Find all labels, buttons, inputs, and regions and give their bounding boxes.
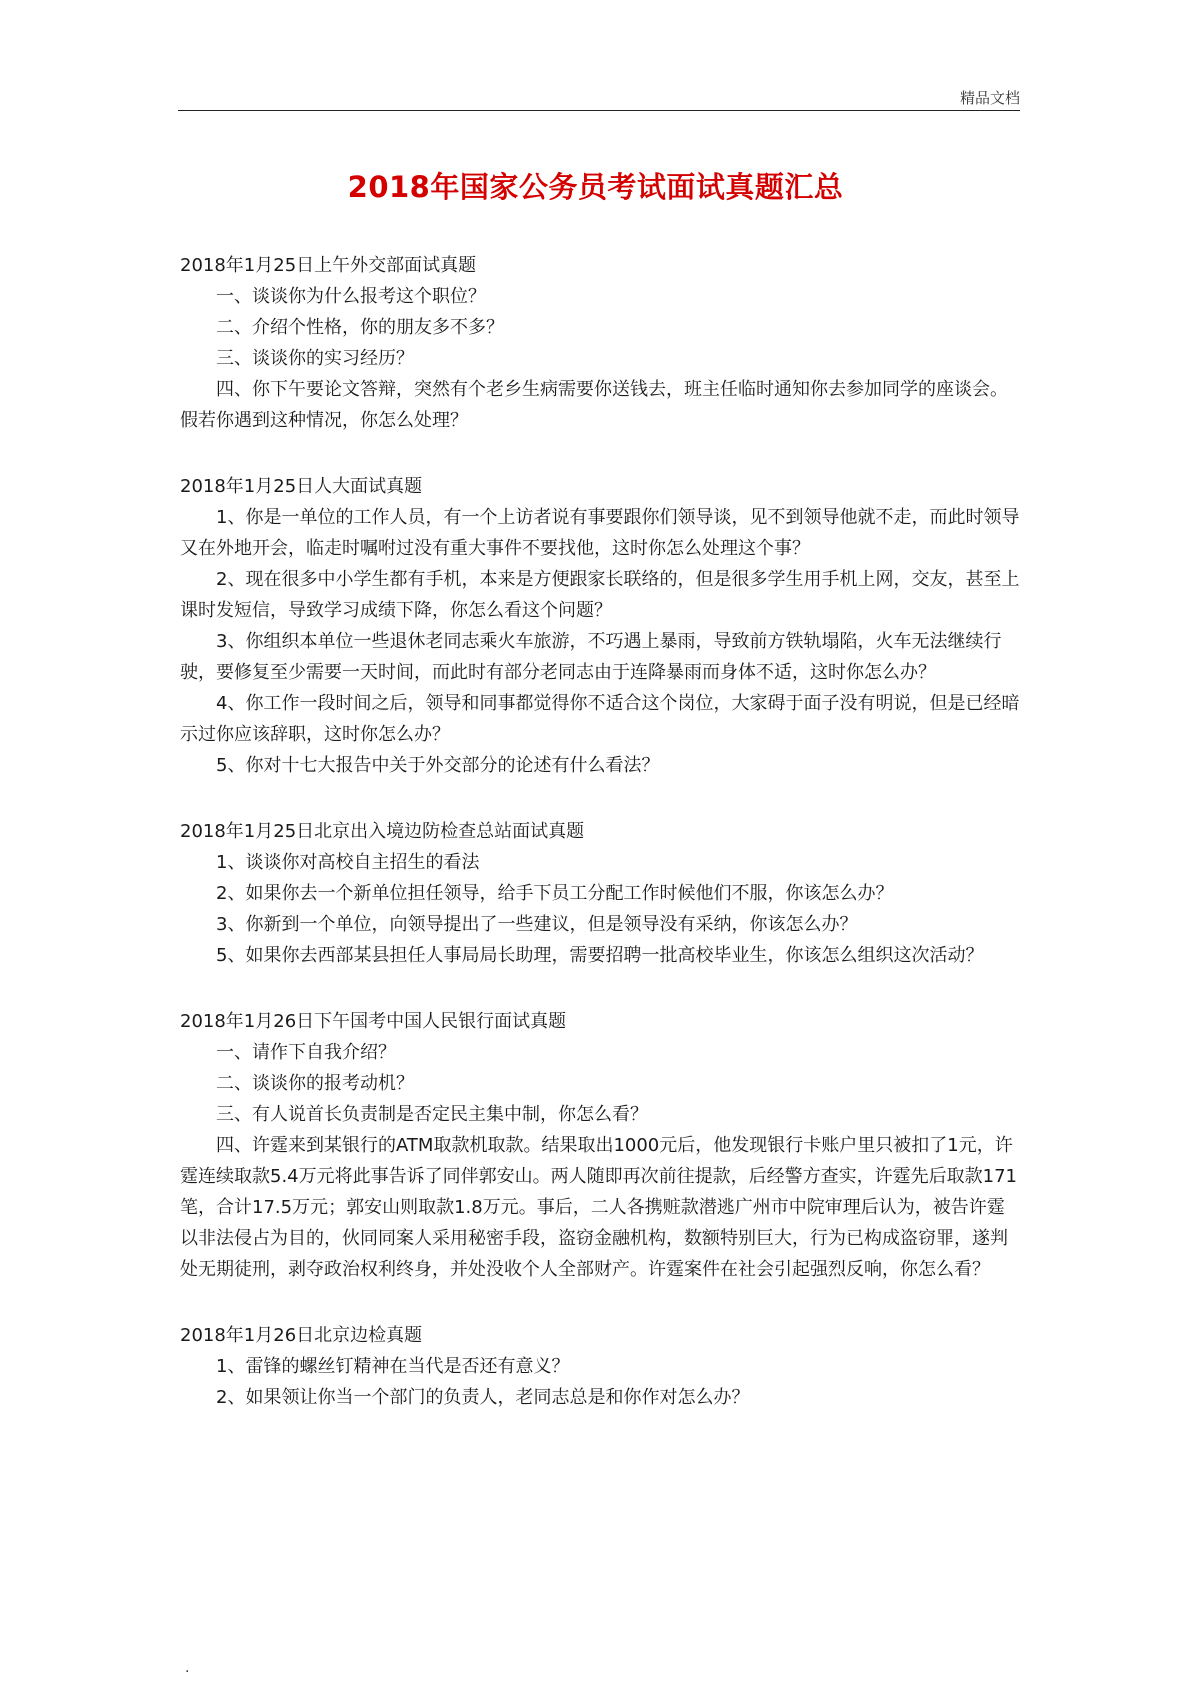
section-heading: 2018年1月25日上午外交部面试真题 — [180, 255, 477, 276]
question: 5、你对十七大报告中关于外交部分的论述有什么看法？ — [216, 755, 660, 776]
question: 二、谈谈你的报考动机？ — [216, 1073, 414, 1094]
section-heading: 2018年1月25日人大面试真题 — [180, 476, 423, 497]
section-heading: 2018年1月25日北京出入境边防检查总站面试真题 — [180, 821, 585, 842]
section-heading: 2018年1月26日北京边检真题 — [180, 1325, 423, 1346]
question: 一、请作下自我介绍？ — [216, 1042, 396, 1063]
question: 2、如果领让你当一个部门的负责人，老同志总是和你作对怎么办？ — [216, 1387, 750, 1408]
header-label: 精品文档 — [959, 89, 1020, 107]
section-heading: 2018年1月26日下午国考中国人民银行面试真题 — [180, 1011, 567, 1032]
section — [180, 471, 1020, 781]
question: 三、有人说首长负责制是否定民主集中制，你怎么看？ — [216, 1104, 648, 1125]
question: 二、介绍个性格，你的朋友多不多？ — [216, 317, 504, 338]
document-title: 2018年国家公务员考试面试真题汇总 — [347, 170, 844, 204]
question: 三、谈谈你的实习经历？ — [216, 348, 414, 369]
question: 1、雷锋的螺丝钉精神在当代是否还有意义？ — [216, 1356, 570, 1377]
question: 4、你工作一段时间之后，领导和同事都觉得你不适合这个岗位，大家碍于面子没有明说，但是已经暗示过你应该辞职，这时你怎么办？ — [180, 693, 1020, 745]
section — [180, 1006, 1020, 1285]
section — [180, 250, 1020, 436]
page-header — [178, 82, 1020, 111]
question: 四、许霆来到某银行的ATM取款机取款。结果取出1000元后，他发现银行卡账户里只被扣了1元，许霆连续取款5.4万元将此事告诉了同伴郭安山。两人随即再次前往提款，后经警方查实，许霆先后取款171笔，合计17.5万元；郭安山则取款1.8万元。事后，二人各携赃款潜逃广州市中院审理后认为，被告许霆以非法侵占为目的，伙同同案人采用秘密手段，盗窃金融机构，数额特别巨大，行为已构成盗窃罪，遂判处无期徒刑，剥夺政治权利终身，并处没收个人全部财产。许霆案件在社会引起强烈反响，你怎么看？ — [180, 1135, 1017, 1280]
question: 3、你组织本单位一些退休老同志乘火车旅游，不巧遇上暴雨，导致前方铁轨塌陷，火车无法继续行驶，要修复至少需要一天时间，而此时有部分老同志由于连降暴雨而身体不适，这时你怎么办？ — [180, 631, 1002, 683]
question: 1、你是一单位的工作人员，有一个上访者说有事要跟你们领导谈，见不到领导他就不走，而此时领导又在外地开会，临走时嘱咐过没有重大事件不要找他，这时你怎么处理这个事？ — [180, 507, 1020, 559]
question: 3、你新到一个单位，向领导提出了一些建议，但是领导没有采纳，你该怎么办？ — [216, 914, 858, 935]
question: 2、如果你去一个新单位担任领导，给手下员工分配工作时候他们不服，你该怎么办？ — [216, 883, 894, 904]
question: 5、如果你去西部某县担任人事局局长助理，需要招聘一批高校毕业生，你该怎么组织这次活动？ — [216, 945, 984, 966]
section — [180, 1320, 1020, 1413]
question: 一、谈谈你为什么报考这个职位？ — [216, 286, 486, 307]
question: 2、现在很多中小学生都有手机，本来是方便跟家长联络的，但是很多学生用手机上网，交友，甚至上课时发短信，导致学习成绩下降，你怎么看这个问题？ — [180, 569, 1020, 621]
question: 1、谈谈你对高校自主招生的看法 — [216, 852, 480, 873]
section — [180, 816, 1020, 971]
question: 四、你下午要论文答辩，突然有个老乡生病需要你送钱去，班主任临时通知你去参加同学的座谈会。假若你遇到这种情况，你怎么处理？ — [180, 379, 1008, 431]
document-body — [180, 250, 1020, 1448]
footer-mark: . — [185, 1660, 190, 1676]
